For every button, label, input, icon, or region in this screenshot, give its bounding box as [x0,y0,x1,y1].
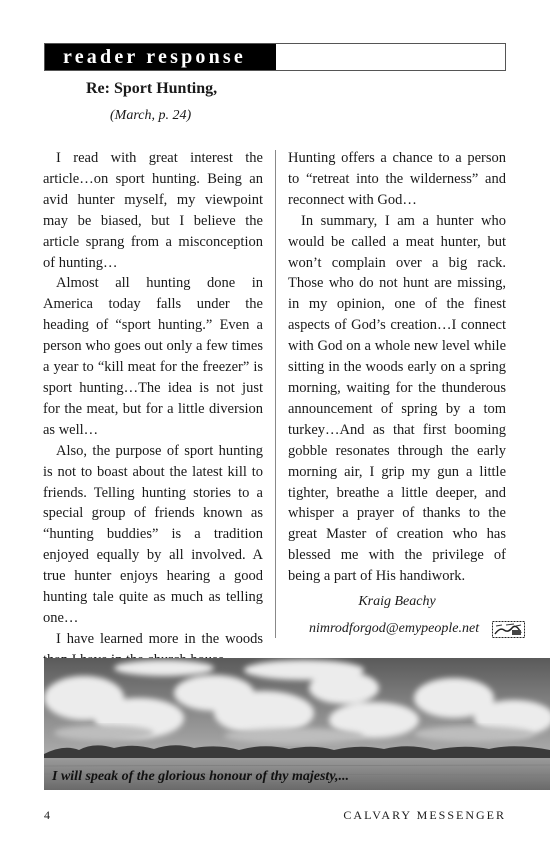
section-label: reader response [63,46,246,68]
paragraph: In summary, I am a hunter who would be called a meat hunter, but won’t complain over a big rack. Those who do not hunt are missing, in my opinion, one of the finest aspects of God’s creation…I connect with God on a whole new level while sitting in the woods early on a spring morning, waiting for the thunderous announcement of spring by a tom turkey…And as that first booming gobble resonates through the early morning air, I grip my gun a little tighter, breathe a little deeper, and whisper a prayer of thanks to the great Master of creation who has blessed me with the privilege of being a part of His handiwork. [288,212,506,585]
paragraph: I have learned more in the woods [56,630,263,647]
publication-name: CALVARY MESSENGER [343,808,506,822]
author-email[interactable]: nimrodforgod@emypeople.net [309,621,480,636]
page-number: 4 [44,808,50,822]
section-header [44,43,506,71]
column-divider [275,150,276,638]
left-column [43,148,263,671]
paragraph: Hunting offers a chance to a person to “retreat into the wilderness” and reconnect with God… [288,150,506,208]
right-column [288,148,506,587]
photo-caption: I will speak of the glorious honour of thy majesty,... [52,769,350,784]
letter-title: Re: Sport Hunting, [86,80,218,97]
paragraph: Also, the purpose of sport hunting is not to boast about the latest kill to friends. Telling hunting stories to a special group of friends known as “hunting buddies” is a tradition enjoyed equally by all involved. A true hunter enjoys hearing a good hunting tale quite as much as telling one… [43,442,263,626]
letter-source: (March, p. 24) [110,108,192,123]
envelope-icon [492,621,525,638]
author-name: Kraig Beachy [358,594,436,609]
paragraph: Almost all hunting done in America today falls under the heading of “sport hunting.” Even a person who goes out only a few times a year to “kill meat for the freezer” is sport hunting…The idea is not just for the meat, but for a little diversion as well… [43,275,263,438]
paragraph: I read with great interest the article…on sport hunting. Being an avid hunter myself, my viewpoint may be biased, but I believe the article sprang from a misconception of hunting… [43,150,263,271]
